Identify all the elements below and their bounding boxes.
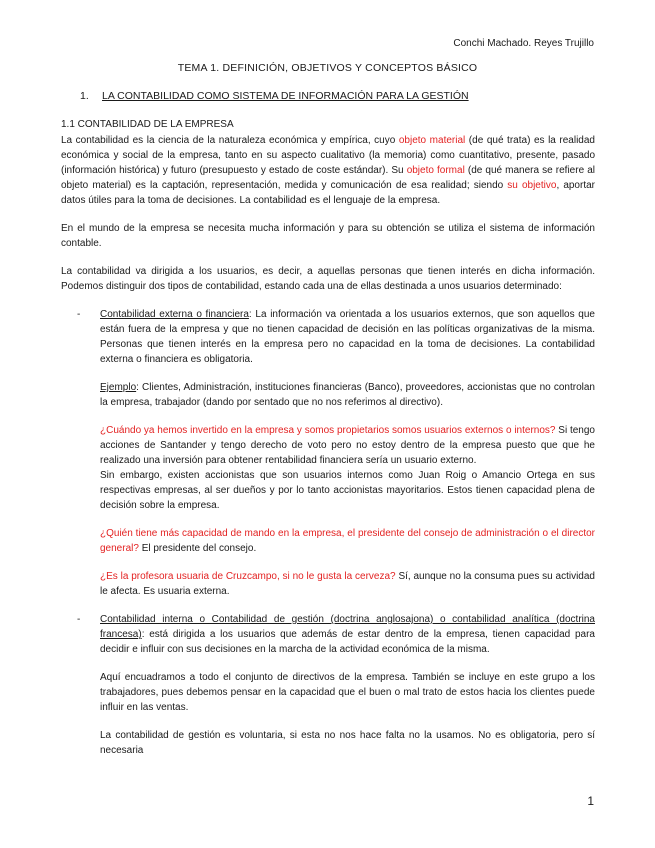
list-item-internal-accounting [61, 612, 595, 758]
document-body [61, 117, 595, 758]
question-paragraph [100, 526, 595, 556]
question-text: ¿Cuándo ya hemos invertido en la empresa y somos propietarios somos usuarios externos o internos? [100, 425, 556, 436]
paragraph-directivos: Aquí encuadramos a todo el conjunto de directivos de la empresa. También se incluye en este grupo a los trabajadores, pues debemos pensar en la capacidad que el buen o mal trato de estos hacia los clientes puede influir en las ventas. [100, 672, 595, 713]
question-text: ¿Es la profesora usuaria de Cruzcampo, si no le gusta la cerveza? [100, 571, 396, 582]
paragraph-users: La contabilidad va dirigida a los usuarios, es decir, a aquellas personas que tienen interés en dicha información. Podemos distinguir dos tipos de contabilidad, estando cada una de ellas destinada a unos usuarios determinado: [61, 266, 595, 292]
answer-text: Sí, aunque no la consuma pues su actividad le afecta. Es usuaria externa. [100, 571, 595, 597]
answer-continuation: Sin embargo, existen accionistas que son usuarios internos como Juan Roig o Amancio Ortega en sus respectivas empresas, al ser dueños y por lo tanto accionistas mayoritarios. Estos tienen capacidad plena de decisión sobre la empresa. [100, 470, 595, 511]
highlight-su-objetivo: su objetivo [507, 180, 557, 191]
item-heading: Contabilidad externa o financiera [100, 309, 249, 320]
page-number: 1 [587, 794, 594, 808]
text-span: La contabilidad es la ciencia de la naturaleza económica y empírica, cuyo [61, 135, 399, 146]
question-paragraph [100, 569, 595, 599]
item-definition [100, 307, 595, 367]
text-span: (de qué trata) es la realidad económica y social de la empresa, tanto en su aspecto cualitativo (la memoria) como cuantitativo, presente, pasado (información histórica) y futuro (presupuesto y estado de coste estándar). Su [61, 135, 595, 176]
paragraph-information-system: En el mundo de la empresa se necesita mucha información y para su obtención se utiliza el sistema de información contable. [61, 223, 595, 249]
section-number: 1. [80, 90, 89, 102]
text-span: : La información va orientada a los usuarios externos, que son aquellos que están fuera de la empresa y que no tienen capacidad de decisión en las políticas organizativas de la misma. Personas que tienen interés en la empresa pero no capacidad en la toma de decisiones. La contabilidad externa o financiera es obligatoria. [100, 309, 595, 365]
section-title: LA CONTABILIDAD COMO SISTEMA DE INFORMACIÓN PARA LA GESTIÓN [102, 90, 469, 102]
text-span: : Clientes, Administración, instituciones financieras (Banco), proveedores, accionistas que no controlan la empresa, trabajador (dando por sentado que no nos referimos al directivo). [100, 382, 595, 408]
bullet-dash: - [77, 614, 81, 625]
document-title: TEMA 1. DEFINICIÓN, OBJETIVOS Y CONCEPTOS BÁSICO [177, 62, 478, 74]
item-heading: Contabilidad interna o Contabilidad de gestión (doctrina anglosajona) o contabilidad analítica (doctrina francesa) [100, 614, 595, 640]
bullet-dash: - [77, 309, 81, 320]
section-heading [80, 90, 469, 102]
question-paragraph [100, 423, 595, 468]
example-paragraph [100, 380, 595, 410]
page-header-authors: Conchi Machado. Reyes Trujillo [453, 38, 594, 49]
highlight-objeto-material: objeto material [398, 135, 466, 146]
item-definition [100, 612, 595, 657]
answer-text: El presidente del consejo. [138, 543, 257, 554]
highlight-objeto-formal: objeto formal [406, 165, 465, 176]
text-span: , aportar datos útiles para la toma de decisiones. La contabilidad es el lenguaje de la empresa. [61, 180, 595, 206]
answer-text: Si tengo acciones de Santander y tengo derecho de voto pero no estoy dentro de la empresa puesto que que he realizado una inversión para obtener rentabilidad financiera sería un usuario externo. [100, 425, 595, 466]
paragraph-definition [61, 133, 595, 208]
paragraph-voluntaria: La contabilidad de gestión es voluntaria, si esta no nos hace falta no la usamos. No es obligatoria, pero sí necesaria [100, 730, 595, 756]
list-item-external-accounting [61, 307, 595, 599]
question-text: ¿Quién tiene más capacidad de mando en la empresa, el presidente del consejo de administración o el director general? [100, 528, 595, 554]
example-label: Ejemplo [100, 382, 137, 393]
text-span: (de qué manera se refiere al objeto material) es la captación, representación, medida y comunicación de esa realidad; siendo [61, 165, 595, 191]
text-span: : está dirigida a los usuarios que además de estar dentro de la empresa, tienen capacidad para decidir e influir con sus decisiones en la marcha de la actividad económica de la misma. [100, 629, 595, 655]
subsection-heading: 1.1 CONTABILIDAD DE LA EMPRESA [61, 119, 234, 130]
